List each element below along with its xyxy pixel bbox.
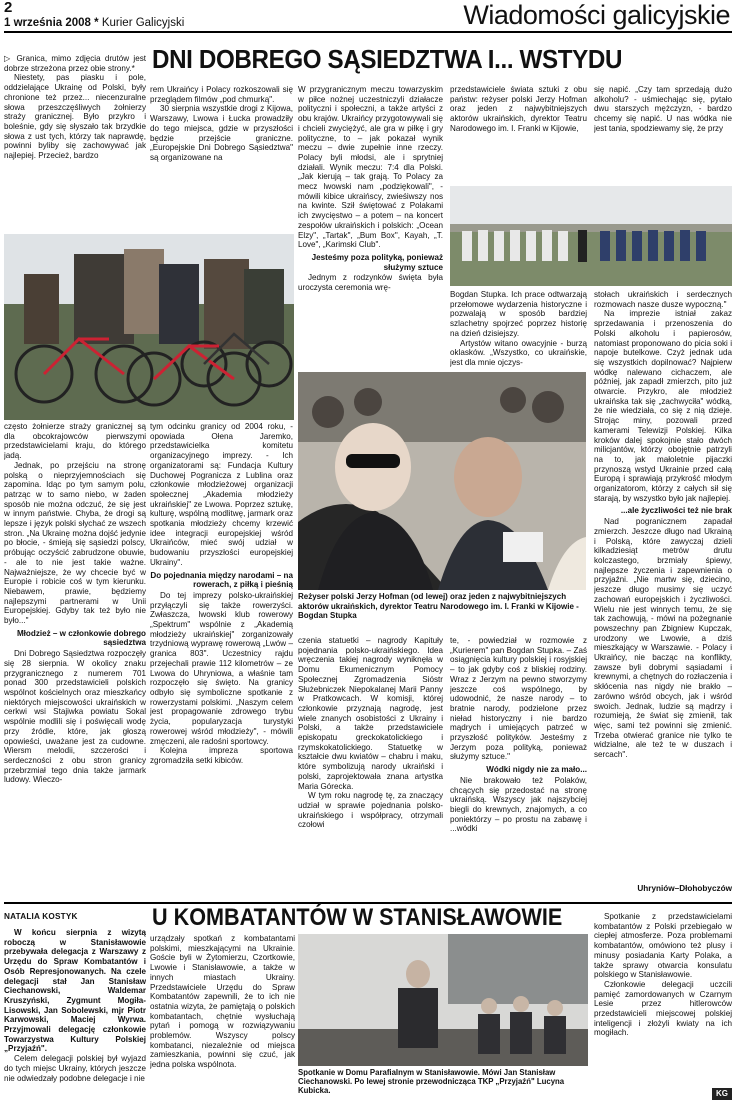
article1-col3-bottom	[298, 636, 443, 900]
page-number: 2	[4, 0, 13, 16]
paragraph: Spotkanie z przedstawicielami kombatantów z Polski przebiegało w ciepłej atmosferze. Poza problemami kombatantów, omówiono też plusy i minusy posiadania Karty Polaka, a także sprawy otwarcia konsulatu polskiego w Stanisławowie.	[594, 912, 732, 980]
article2-lead: W końcu sierpnia z wizytą roboczą w Stanisławowie przebywała delegacja z Warszawy z Urzędu do Spraw Kombatantów i Osób Represjonowanych. Na czele delegacji stał Jan Stanisław Ciechanowski, Waldemar Kruszyński, Zygmunt Mogiła-Lisowski, Jan Sobolewski, mjr Piotr Karwowski, Maciej Wyrwa. Przyjmowali delegację członkowie Towarzystwa Kultury Polskiej „Przyjaźń".	[4, 928, 146, 1054]
subheading: Jesteśmy poza polityką, ponieważ służymy sztuce	[311, 252, 443, 272]
article1-col2-top	[150, 85, 293, 235]
paragraph: W przygranicznym meczu towarzyskim w piłce nożnej uczestniczyli działacze polityczni i społeczni, a także artyści z obu krajów. Ukraińcy przygotowywali się i chcieli zwyciężyć, ale gra w piłkę i gry polityczne, to – jak pokazał wynik meczu – dwie zupełnie inne rzeczy. Polacy byli młodsi, ale i sprytniej działali. Wynik meczu: 7:4 dla Polski. „Jak kierują – tak grają. To Polacy za mecz lwowski nam „podziękowali", - mówili kibice ukraińscy, zwieśiwszy nos na kwinte. Sził świętować z Polakami ich zwycięstwo – a potem – na koncert zespołów ukraińskich i polskich: „Ocean Elzy", „Tartak", „Bum Box", Kayah, „T. Love", „Karimski Club".	[298, 85, 443, 250]
paragraph: Nad pogranicznem zapadał zmierzch. Jeszcze długo nad Ukrainą i Polską, które zawyczaj dzieli kilkadziesiąt metrów drutu kolczastego, brzmiały śpiewy, najlepsze życzenia i zapewnienia o przyjaźni. „Nie martw się, dziecino, jeszcze długo musimy się uczyć zachowań europejskich i życzliwości. Wielu nie jest winnych temu, że się tak zachowują, - mówi na pożegnanie powszechny pan Zbigniew Kupczak, urodzony we Lwowie, a dziś mieszkający w Warszawie. - Polacy i Ukraińcy, nie bacząc na konflikty, zawsze byli dobrymi sąsiadami i krewnymi, a chętnych do rozłaczenia i skłócenia nas nigdy nie brakło – zarówno wśród obcych, jak i wśród swoich. Jednak, ludzie są mądrzy i rozumieją, że świat się zmienił, tak więc, sami też powinni się zmienić. Trzeba otwierać granice nie tylko te widzialne, ale też te w duszach i sercach".	[594, 517, 732, 760]
article2-author: NATALIA KOSTYK	[4, 912, 78, 921]
paragraph: Kolejna impreza sportowa zgromadziła setki kibiców.	[150, 746, 293, 765]
photo-football-teams	[450, 186, 732, 286]
paragraph: Bogdan Stupka. Ich prace odtwarzają przełomowe wydarzenia historyczne i pozwalają w sposób bardziej szlachetny spojrzeć poprzez historię na dzień dzisiejszy.	[450, 290, 587, 338]
paragraph: Jednak, po przejściu na stronę polską o nieprzyjemnościach się zapomina. Idąc po tym samym polu, patrząc w to samo niebo, w żaden sposób nie można odczuć, że się jest w innym państwie. Chyba, że drogi są lepsze i język polski słychać ze wszech stron. „Na Ukrainę można dojść jedynie po błocie, - śmieją się sąsiedzi polscy, próbując oczyścić zabrudzone obuwie, - ale to nie jest takie ważne. Najważniejsze, że wy chcecie być w Europie i robicie coś w tym kierunku. Niebawem, prawie, będziemy najlepszymi partnerami w Unii Europejskiej. Gdyby tak też było nie było..."	[4, 460, 146, 626]
paragraph: Jednym z rodzynków święta była uroczysta ceremonia wrę-	[298, 273, 443, 293]
subheading: ...ale życzliwości też nie brak	[620, 506, 732, 516]
subheading: Wódki nigdy nie za mało...	[486, 765, 587, 775]
paragraph: Niestety, pas piasku i pole, oddzielające Ukrainę od Polski, były chronione też przez... niecenzuralne słowa przeszczęśliwych żołnierzy straży granicznej. Było przykro i boleśnie, gdy się słyszało tak brzydkie słowa z ust tych, którzy tak naprawdę, powinni byliby się zachowywać jak najlepiej. Przecież, bardzo	[4, 73, 146, 161]
issue-date: 1 września 2008	[4, 17, 91, 29]
article2-col2	[150, 934, 295, 1100]
photo-kombatanci-caption: Spotkanie w Domu Parafialnym w Stanisławowie. Mówi Jan Stanisław Ciechanowski. Po lewej stronie przewodnicząca TKP „Przyjaźń" Lucyna Kubicka.	[298, 1068, 565, 1096]
photo-hofman-stupka-caption: Reżyser polski Jerzy Hofman (od lewej) oraz jeden z najwybitniejszych aktorów ukraińskich, dyrektor Teatru Narodowego im. I. Franki w Kijowie - Bogdan Stupka	[298, 592, 579, 621]
paragraph: te, - powiedział w rozmowie z „Kurierem" pan Bogdan Stupka. – Zaś osiągnięcia kultury polskiej i rosyjskiej – to jak gdyby coś z bliskiej rodziny. Wraz z Jerzym na pewno stworzymy jeszcze coś wspólnego, by udowodnić, że nasze narody – to bratnie narody, podzielone przez nieład historyczny i nie bardzo mądrych i umiejących patrzeć w przyszłość polityków. Jesteśmy z Jerzym poza polityką, ponieważ służymy sztuce."	[450, 636, 587, 762]
subheading: Do pojednania między narodami – na rowerach, z piłką i pieśnią	[150, 570, 293, 590]
kombatanci-illustration	[298, 934, 588, 1066]
article1-col3	[298, 85, 443, 385]
header-rule	[4, 31, 732, 33]
paragraph: Celem delegacji polskiej był wyjazd do tych miejsc Ukrainy, których jeszcze nie odwiedzały podobne delegacje i nie	[4, 1054, 146, 1083]
paragraph: często żołnierze straży granicznej są dla obcokrajowców pierwszymi przedstawicielami kraju, do którego jadą.	[4, 422, 146, 461]
section-title: Wiadomości galicyjskie	[463, 0, 730, 30]
article2-title: U KOMBATANTÓW W STANISŁAWOWIE	[152, 904, 563, 931]
paragraph: Dni Dobrego Sąsiedztwa rozpoczęły się 28 sierpnia. W okolicy znaku przygranicznego z numerem 701 ponad 300 przedstawicieli polskich wspólnot kościelnych oraz mieszkańcy niektórych miejscowości ukraińskich w cerkwi wsi Stajiwka powiatu Sokal wspólnie modlili się i poświęcali wodę przy źródle, które, jak głoszą opowieści, uważane jest za cudowne. Wiersm melodii, szczerości i serdeczności z obu stron granicy przebrzmiał tego dnia także jarmark ludowy. Wieczo-	[4, 649, 146, 785]
article1-col5-main	[594, 290, 732, 868]
publication-name: Kurier Galicyjski	[101, 17, 185, 29]
paragraph: W tym roku nagrodę tę, za znaczący udział w sprawie pojednania polsko-ukraińskiego i współpracy, otrzymali czołowi	[298, 791, 443, 830]
photo-note: ▷ Granica, mimo zdjęcia drutów jest dobrze strzeżona przez obie strony.*	[4, 54, 146, 73]
hofman-stupka-illustration	[298, 372, 586, 590]
article2-col4	[594, 912, 732, 1082]
football-teams-illustration	[450, 186, 732, 286]
article1-col2-bottom	[150, 422, 293, 900]
photo-kombatanci	[298, 934, 588, 1066]
article2-col1	[4, 928, 146, 1100]
paragraph: Na imprezie istniał zakaz sprzedawania i przenoszenia do Polski alkoholu i papierosów, natomiast proponowano do picia soki i napoje butelkowe. Czyż jednak uda się wszystkich dopilnować? Najpierw wódkę nalewano cichaczem, ale później, jak zapadł zmierzch, pito już otwarcie. Przykro, ale młodzież ukraińska tak się „zachwyciła" wódką, że nie wiedziała, co się z nią dzieje. Strojąc miny, pozowali przed kamerami Telewizji Polskiej. Kilka kroków dalej spokojnie stało dwóch milicjantów, którzy obojętnie patrzyli na to, jak małoletnie pijaczki przynoszą wstyd Ukrainie przed całą Europą i sprawiają przykrość młodym organizatorom, którzy z całych sił się starają, by wszystko było jak najlepiej.	[594, 309, 732, 503]
subheading: Młodzież – w członkowie dobrego sąsiedztwa	[16, 628, 146, 648]
kg-logo-icon	[712, 1088, 732, 1100]
photo-cyclists	[4, 234, 294, 420]
article1-title: DNI DOBREGO SĄSIEDZTWA I... WSTYDU	[152, 44, 623, 74]
date-separator: *	[94, 17, 99, 29]
paragraph: się napić. „Czy tam sprzedają dużo alkoholu? - uśmiechając się, pytało dwu starszych mężczyzn, - bardzo chcemy się napić. U nas wódka nie jest tania, spodziewamy się, że przy	[594, 85, 732, 133]
article1-col4-top	[450, 85, 587, 185]
article1-col4-mid	[450, 290, 587, 370]
issue-date-line	[4, 17, 184, 30]
article1-col5-top	[594, 85, 732, 185]
article1-col1-top	[4, 54, 146, 234]
paragraph: 30 sierpnia wszystkie drogi z Kijowa, Warszawy, Lwowa i Łucka prowadziły do tego miejsca, gdzie w przyszłości będzie przejście graniczne. „Europejskie Dni Dobrego Sąsiedztwa" są organizowane na	[150, 104, 293, 162]
paragraph: Artystów witano owacyjnie - burzą oklasków. „Wszystko, co ukraińskie, jest dla mnie ojczys-	[450, 338, 587, 367]
kg-logo-text: KG	[716, 1089, 728, 1098]
cyclists-illustration	[4, 234, 294, 420]
triangle-marker-icon: ▷	[4, 54, 13, 63]
paragraph: tym odcinku granicy od 2004 roku, - opowiada Ołena Jaremko, przedstawicielka komitetu organizacyjnego imprezy. - Ich organizatorami są: Fundacja Kultury Duchowej Pogranicza z Lublina oraz członkowie młodzieżowej organizacji społecznej „Akademia młodzieży ukraińskiej" ze Lwowa. Poprzez sztukę, kulturę, wspólną modlitwę, jarmark oraz spotkania młodzieży chcemy krzewić idee integracji europejskiej wśród Ukraińców, mieć swój udział w budowaniu przyszłości europejskiej Ukrainy".	[150, 422, 293, 567]
article1-col4-bottom	[450, 636, 587, 900]
paragraph: Członkowie delegacji uczcili pamięć zamordowanych w Czarnym Lesie przez hitlerowców przedstawicieli miejscowej polskiej inteligencji i złożyli kwiaty na ich mogiłach.	[594, 979, 732, 1038]
article1-signature: Uhryniów–Dłohobyczów	[637, 884, 732, 893]
paragraph: Do tej imprezy polsko-ukraińskiej przyłączyli się także rowerzyści. Zwłaszcza, lwowski klub rowerowy „Spektrum" wspólnie z „Akademią młodzieży ukraińskiej" zorganizowały trzydniową wyprawę rowerową „Lwów – granica 803". Uczestnicy rajdu przejechali prawie 112 kilometrów – ze Lwowa do Uhryniowa, a właśnie tam rozpoczęło się święto. Na granicy odbyło się symboliczne spotkanie z rowerzystami polskimi. „Naszym celem jest propagowanie zdrowego trybu życia, popularyzacja turystyki rowerowej wśród młodzieży", - mówili zmęczeni, ale radośni sportowcy.	[150, 590, 293, 746]
paragraph: stołach ukraińskich i serdecznych rozmowach nasze dusze wypoczną."	[594, 290, 732, 309]
photo-hofman-stupka	[298, 372, 586, 590]
article1-col1-bottom	[4, 422, 146, 900]
paragraph: rem Ukraińcy i Polacy rozkoszowali się przeglądem filmów „pod chmurką".	[150, 85, 293, 104]
paragraph: przedstawiciele świata sztuki z obu państw: reżyser polski Jerzy Hofman oraz jeden z najwybitniejszych aktorów ukraińskich, dyrektor Teatru Narodowego im. I. Franki w Kijowie,	[450, 85, 587, 133]
paragraph: Nie brakowało też Polaków, chcących się przedostać na stronę ukraińską. Wszyscy jak najszybciej biegli do krewnych, znajomych, a co poniektórzy – po prostu na zabawę i ...wódki	[450, 775, 587, 834]
paragraph: czenia statuetki – nagrody Kapituły pojednania polsko-ukraińskiego. Idea wręczenia takiej nagrody wyniknęła w Domu Ekumenicznym Pomocy Społecznej Zgromadzenia Sióstr Służebniczek Niepokalanej Marii Panny w Pratkowcach. W komisji, której członkowie przyznają nagrodę, jest wiele znanych osobistości z Ukrainy i Polski, a także przedstawiciele episkopatu greckokatolickiego i rzymskokatolickiego. Statuetkę w kształcie dwu kwiatów – chabru i maku, które symbolizują narody ukraiński i polski, zaprojektowała znana artystka Maria Górecka.	[298, 636, 443, 791]
paragraph: urządzały spotkań z kombatantami polskimi, mieszkającymi na Ukrainie. Goście byli w Żytomierzu, Czortkowie, Lwowie i Stanisławowie, a także w innych miastach Ukrainy. Przedstawiciele Urzędu do Spraw Kombatantów zapewnili, że to ich nie ostatnia wizyta, że pamiętają o polskich kombatantach, chętnie wysłuchają pytań i pomogą w rozwiązywaniu problemów. Wszyscy polscy kombatanci, niezależnie od miejsca zamieszkania, powinni się czuć, jak jedna polska wspólnota.	[150, 934, 295, 1070]
